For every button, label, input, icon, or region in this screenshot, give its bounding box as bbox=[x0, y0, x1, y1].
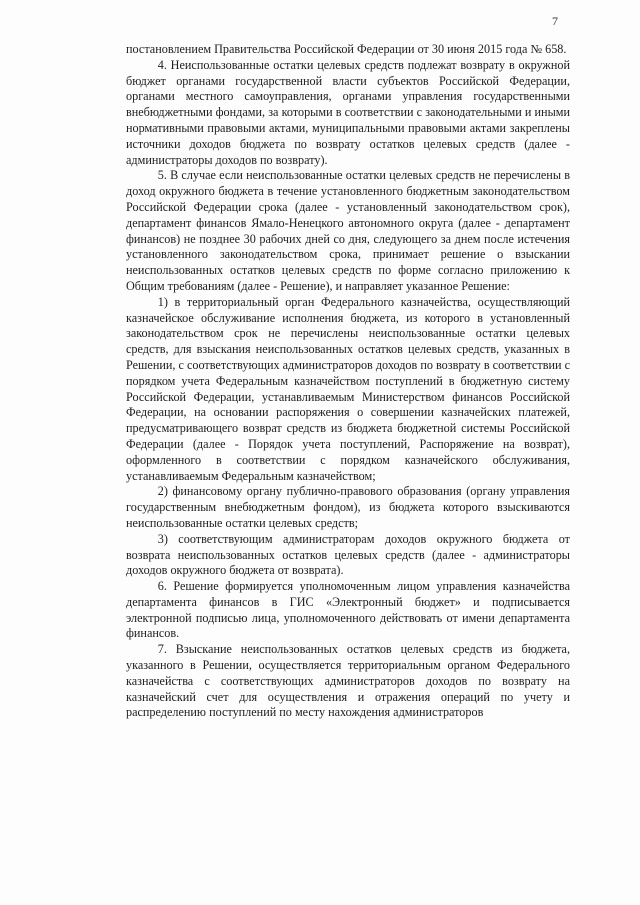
paragraph-item-6: 6. Решение формируется уполномоченным лицом управления казначейства департамента финансов в ГИС «Электронный бюджет» и подписывается электронной подписью лица, уполномоченного действовать от имени департамента финансов. bbox=[126, 579, 570, 641]
paragraph-item-7: 7. Взыскание неиспользованных остатков целевых средств из бюджета, указанного в Решении, осуществляется территориальным органом Федерального казначейства с соответствующих администраторов доходов по возврату на казначейский счет для осуществления и отражения операций по учету и распределению поступлений по месту нахождения администраторов bbox=[126, 642, 570, 720]
paragraph-item-4: 4. Неиспользованные остатки целевых средств подлежат возврату в окружной бюджет органами государственной власти субъектов Российской Федерации, органами местного самоуправления, органами управления государственными внебюджетными фондами, за которыми в соответствии с законодательными и иными нормативными правовыми актами, муниципальными правовыми актами закреплены источники доходов бюджета по возврату остатков целевых средств (далее - администраторы доходов по возврату). bbox=[126, 57, 570, 167]
paragraph-subitem-2: 2) финансовому органу публично-правового образования (органу управления государственным внебюджетным фондом), из бюджета которого взыскиваются неиспользованные остатки целевых средств; bbox=[126, 484, 570, 530]
paragraph-subitem-1: 1) в территориальный орган Федерального казначейства, осуществляющий казначейское обслуживание исполнения бюджета, из которого в установленный законодательством срок не перечислены неиспользованные остатки целевых средств, для взыскания неиспользованных остатков целевых средств, указанных в Решении, с соответствующих администраторов доходов по возврату в соответствии с порядком учета Федеральным казначейством поступлений в бюджетную систему Российской Федерации, устанавливаемым Министерством финансов Российской Федерации, на основании распоряжения о совершении казначейских платежей, предусматривающего возврат средств из бюджета бюджетной системы Российской Федерации (далее - Порядок учета поступлений, Распоряжение на возврат), оформленного в соответствии с порядком казначейского обслуживания, устанавливаемым Федеральным казначейством; bbox=[126, 294, 570, 483]
paragraph-item-5: 5. В случае если неиспользованные остатки целевых средств не перечислены в доход окружного бюджета в течение установленного бюджетным законодательством Российской Федерации срока (далее - установленный законодательством срок), департамент финансов Ямало-Ненецкого автономного округа (далее - департамент финансов) не позднее 30 рабочих дней со дня, следующего за днем после истечения установленного законодательством срока, принимает решение о взыскании неиспользованных остатков целевых средств по форме согласно приложению к Общим требованиям (далее - Решение), и направляет указанное Решение: bbox=[126, 168, 570, 293]
paragraph-subitem-3: 3) соответствующим администраторам доходов окружного бюджета от возврата неиспользованных остатков целевых средств (далее - администраторы доходов окружного бюджета от возврата). bbox=[126, 531, 570, 578]
paragraph-continuation: постановлением Правительства Российской Федерации от 30 июня 2015 года № 658. bbox=[126, 42, 567, 56]
body-text bbox=[126, 42, 570, 721]
page-number: 7 bbox=[552, 14, 558, 28]
